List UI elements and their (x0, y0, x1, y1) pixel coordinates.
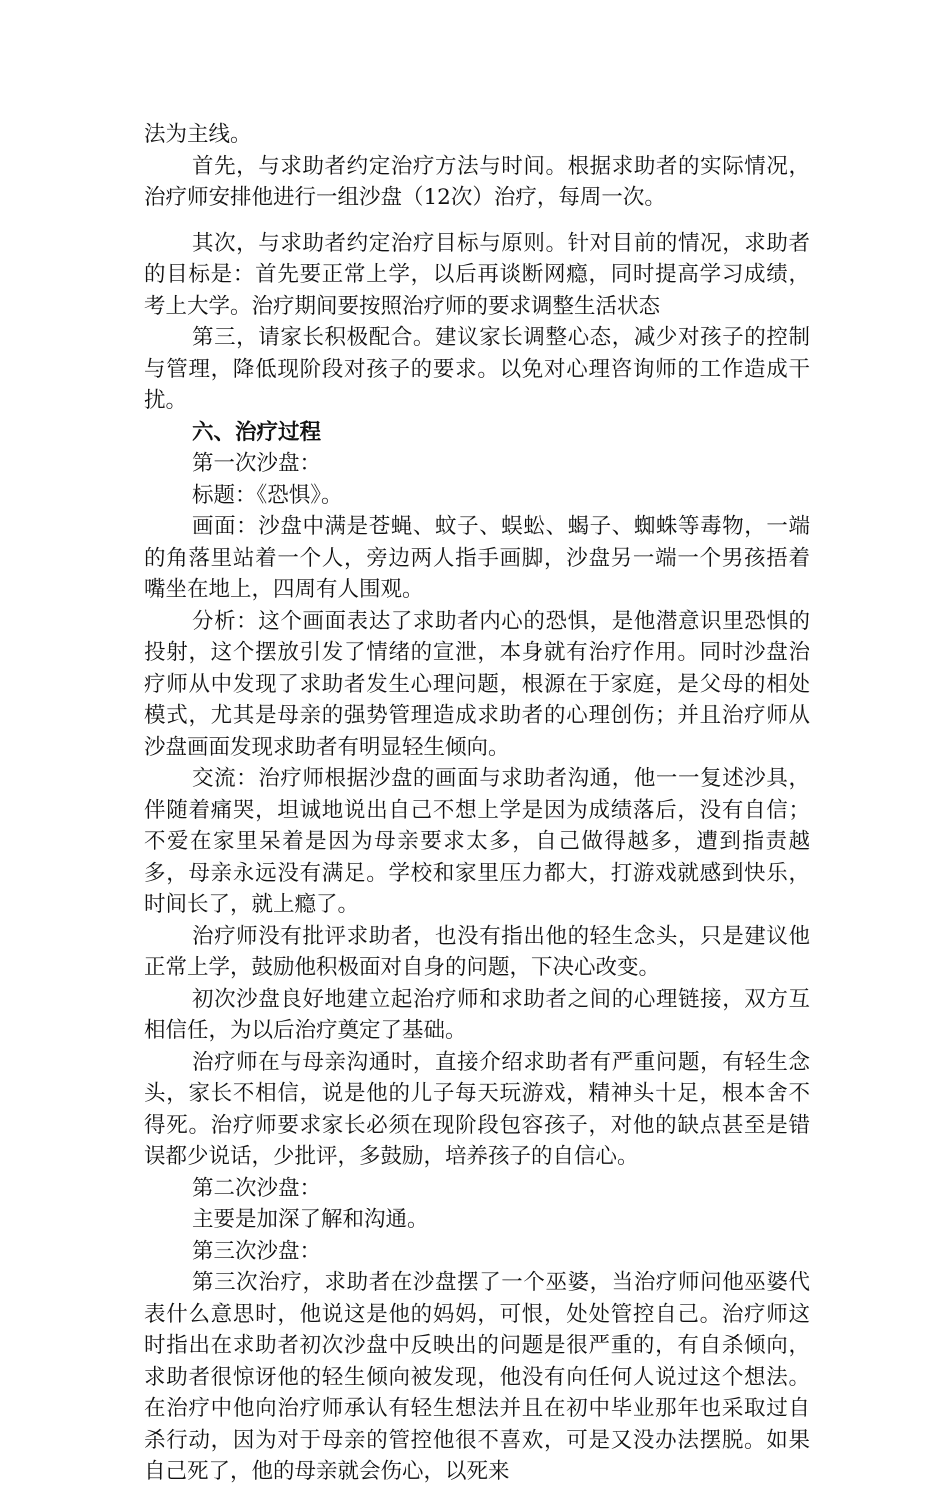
parent-communication: 治疗师在与母亲沟通时，直接介绍求助者有严重问题，有轻生念头，家长不相信，说是他的儿子每天玩游戏，精神头十足，根本舍不得死。治疗师要求家长必须在现阶段包容孩子，对他的缺点甚至是错误都少说话，少批评，多鼓励，培养孩子的自信心。 (144, 1049, 810, 1169)
paragraph-first: 首先，与求助者约定治疗方法与时间。根据求助者的实际情况，治疗师安排他进行一组沙盘（12次）治疗，每周一次。 (144, 153, 810, 210)
sandplay-title: 标题：《恐惧》。 (192, 482, 343, 508)
section-heading: 六、治疗过程 (192, 419, 322, 445)
paragraph-third: 第三，请家长积极配合。建议家长调整心态，减少对孩子的控制与管理，降低现阶段对孩子的要求。以免对心理咨询师的工作造成干扰。 (144, 325, 810, 413)
sandplay-analysis: 分析：这个画面表达了求助者内心的恐惧，是他潜意识里恐惧的投射，这个摆放引发了情绪的宣泄，本身就有治疗作用。同时沙盘治疗师从中发现了求助者发生心理问题，根源在于家庭，是父母的相处模式，尤其是母亲的强势管理造成求助者的心理创伤；并且治疗师从沙盘画面发现求助者有明显轻生倾向。 (144, 608, 810, 760)
third-session-detail: 第三次治疗，求助者在沙盘摆了一个巫婆，当治疗师问他巫婆代表什么意思时，他说这是他的妈妈，可恨，处处管控自己。治疗师这时指出在求助者初次沙盘中反映出的问题是很严重的，有自杀倾向，求助者很惊讶他的轻生倾向被发现，他没有向任何人说过这个想法。在治疗中他向治疗师承认有轻生想法并且在初中毕业那年也采取过自杀行动，因为对于母亲的管控他很不喜欢，可是又没办法摆脱。如果自己死了，他的母亲就会伤心，以死来 (144, 1270, 810, 1484)
document-body (144, 119, 810, 1488)
sandplay-communication: 交流：治疗师根据沙盘的画面与求助者沟通，他一一复述沙具，伴随着痛哭，坦诚地说出自己不想上学是因为成绩落后，没有自信；不爱在家里呆着是因为母亲要求太多，自己做得越多，遭到指责越多，母亲永远没有满足。学校和家里压力都大，打游戏就感到快乐，时间长了，就上瘾了。 (144, 766, 810, 917)
subsection-title-1: 第一次沙盘： (192, 451, 322, 476)
subsection-title-3: 第三次沙盘： (192, 1238, 322, 1264)
therapist-response: 治疗师没有批评求助者，也没有指出他的轻生念头，只是建议他正常上学，鼓励他积极面对自身的问题，下决心改变。 (144, 923, 810, 980)
paragraph-second: 其次，与求助者约定治疗目标与原则。针对目前的情况，求助者的目标是：首先要正常上学，以后再谈断网瘾，同时提高学习成绩，考上大学。治疗期间要按照治疗师的要求调整生活状态 (144, 230, 810, 319)
second-session-summary: 主要是加深了解和沟通。 (192, 1207, 429, 1232)
sandplay-scene: 画面：沙盘中满是苍蝇、蚊子、蜈蚣、蝎子、蜘蛛等毒物，一端的角落里站着一个人，旁边两人指手画脚，沙盘另一端一个男孩捂着嘴坐在地上，四周有人围观。 (144, 514, 810, 602)
paragraph-continuation: 法为主线。 (144, 122, 252, 147)
subsection-title-2: 第二次沙盘： (192, 1175, 322, 1201)
first-session-summary: 初次沙盘良好地建立起治疗师和求助者之间的心理链接，双方互相信任，为以后治疗奠定了基础。 (144, 986, 810, 1043)
